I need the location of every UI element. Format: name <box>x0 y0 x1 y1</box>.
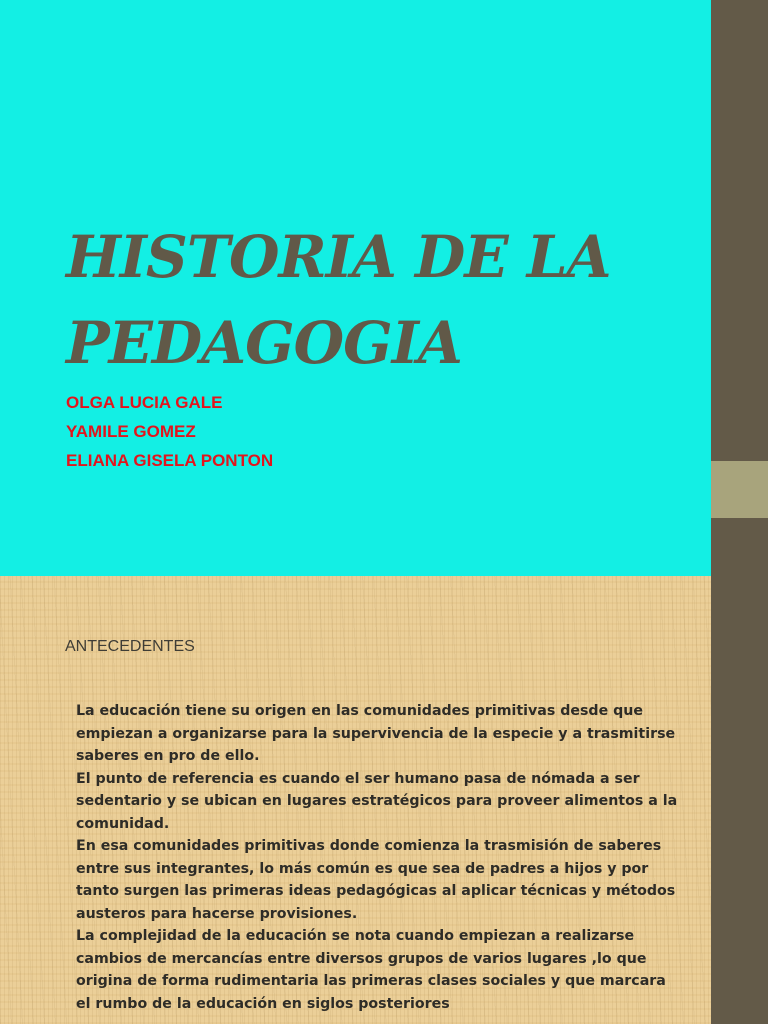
paragraph: La educación tiene su origen en las comunidades primitivas desde que empiezan a organizarse para la supervivencia de la especie y a trasmitirse saberes en pro de ello. <box>76 703 676 764</box>
author-list <box>66 388 273 475</box>
title-line-1: HISTORIA DE LA <box>66 223 611 291</box>
paragraph: En esa comunidades primitivas donde comienza la trasmisión de saberes entre sus integrantes, lo más común es que sea de padres a hijos y por tanto surgen las primeras ideas pedagógicas al aplicar técnicas y métodos austeros para hacerse provisiones. <box>76 838 676 922</box>
paragraph: La complejidad de la educación se nota cuando empiezan a realizarse cambios de mercancías entre diversos grupos de varios lugares ,lo que origina de forma rudimentaria las primeras clases sociales y que marcara el rumbo de la educación en siglos posteriores <box>76 928 666 1012</box>
author-name: YAMILE GOMEZ <box>66 422 196 441</box>
title-line-2: PEDAGOGIA <box>66 309 462 377</box>
slide-title <box>66 214 696 386</box>
section-heading: ANTECEDENTES <box>65 638 195 655</box>
author-name: ELIANA GISELA PONTON <box>66 451 274 470</box>
side-accent-block <box>711 461 768 518</box>
body-text <box>76 700 681 1015</box>
paragraph: El punto de referencia es cuando el ser humano pasa de nómada a ser sedentario y se ubican en lugares estratégicos para proveer alimentos a la comunidad. <box>76 770 678 832</box>
author-name: OLGA LUCIA GALE <box>66 393 223 412</box>
